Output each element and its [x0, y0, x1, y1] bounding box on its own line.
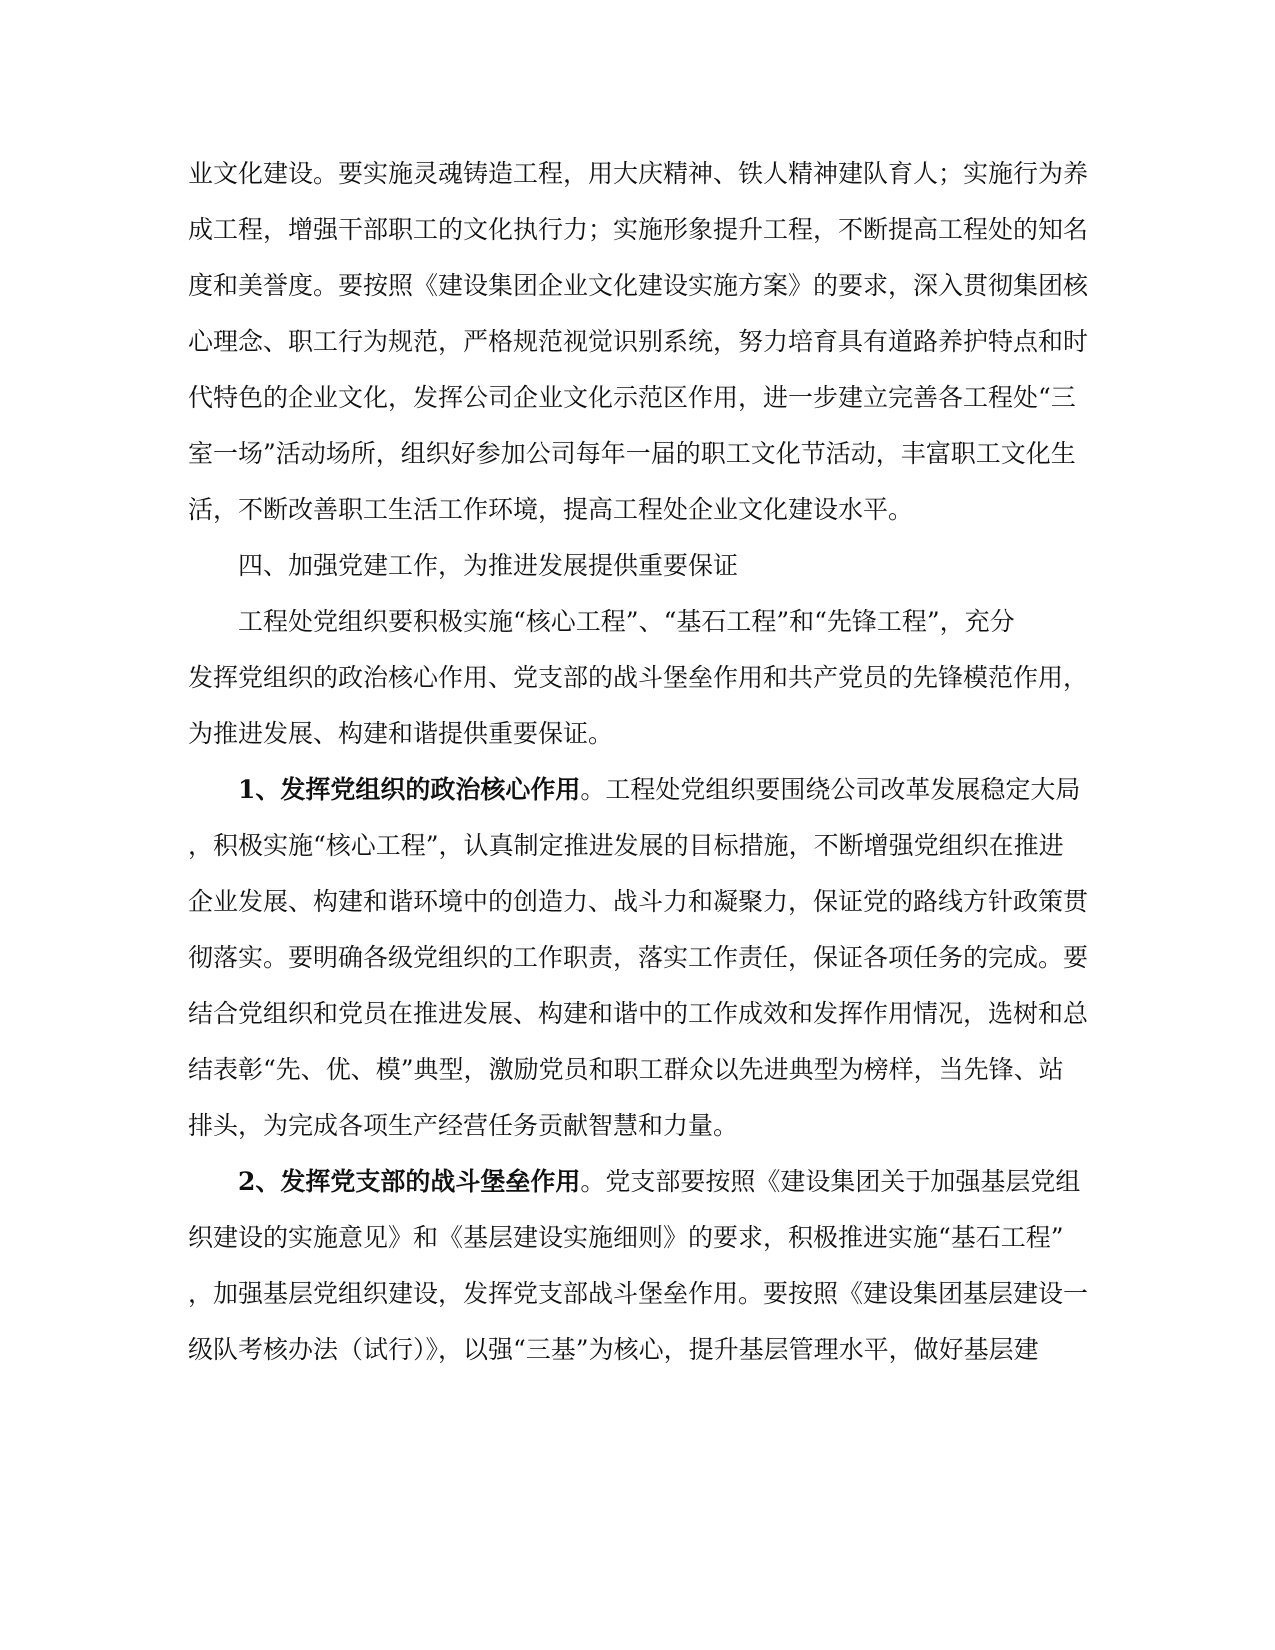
paragraph-line: 结表彰“先、优、模”典型，激励党员和职工群众以先进典型为榜样，当先锋、站	[188, 1055, 1064, 1084]
paragraph-line: 活，不断改善职工生活工作环境，提高工程处企业文化建设水平。	[188, 495, 914, 524]
paragraph-line: 成工程，增强干部职工的文化执行力；实施形象提升工程，不断提高工程处的知名	[188, 215, 1089, 244]
item-1-first-line	[238, 772, 1138, 808]
paragraph-line: 级队考核办法（试行）》，以强“三基”为核心，提升基层管理水平，做好基层建	[188, 1335, 1039, 1364]
paragraph-line: 为推进发展、构建和谐提供重要保证。	[188, 719, 614, 748]
item-1-text: 。工程处党组织要围绕公司改革发展稳定大局	[580, 775, 1081, 804]
section-heading: 四、加强党建工作，为推进发展提供重要保证	[238, 551, 739, 580]
paragraph-line: 企业发展、构建和谐环境中的创造力、战斗力和凝聚力，保证党的路线方针政策贯	[188, 887, 1089, 916]
paragraph-line: 代特色的企业文化，发挥公司企业文化示范区作用，进一步建立完善各工程处“三	[188, 383, 1076, 412]
paragraph-line: 发挥党组织的政治核心作用、党支部的战斗堡垒作用和共产党员的先锋模范作用，	[188, 663, 1089, 692]
item-1-heading: 1、发挥党组织的政治核心作用	[238, 775, 581, 804]
paragraph-line: 度和美誉度。要按照《建设集团企业文化建设实施方案》的要求，深入贯彻集团核	[188, 271, 1089, 300]
paragraph-line: 排头，为完成各项生产经营任务贡献智慧和力量。	[188, 1111, 739, 1140]
paragraph-line: 业文化建设。要实施灵魂铸造工程，用大庆精神、铁人精神建队育人；实施行为养	[188, 159, 1089, 188]
paragraph-line: ，积极实施“核心工程”，认真制定推进发展的目标措施，不断增强党组织在推进	[188, 831, 1064, 860]
paragraph-line: 织建设的实施意见》和《基层建设实施细则》的要求，积极推进实施“基石工程”	[188, 1223, 1064, 1252]
item-2-heading: 2、发挥党支部的战斗堡垒作用	[238, 1167, 581, 1196]
paragraph-line: 室一场”活动场所，组织好参加公司每年一届的职工文化节活动，丰富职工文化生	[188, 439, 1076, 468]
item-2-first-line	[238, 1164, 1138, 1200]
paragraph-line: ，加强基层党组织建设，发挥党支部战斗堡垒作用。要按照《建设集团基层建设一	[188, 1279, 1089, 1308]
item-2-text: 。党支部要按照《建设集团关于加强基层党组	[580, 1167, 1081, 1196]
paragraph-line: 彻落实。要明确各级党组织的工作职责，落实工作责任，保证各项任务的完成。要	[188, 943, 1089, 972]
paragraph-line: 结合党组织和党员在推进发展、构建和谐中的工作成效和发挥作用情况，选树和总	[188, 999, 1089, 1028]
paragraph-line: 心理念、职工行为规范，严格规范视觉识别系统，努力培育具有道路养护特点和时	[188, 327, 1089, 356]
paragraph-line: 工程处党组织要积极实施“核心工程”、“基石工程”和“先锋工程”，充分	[238, 607, 1015, 636]
